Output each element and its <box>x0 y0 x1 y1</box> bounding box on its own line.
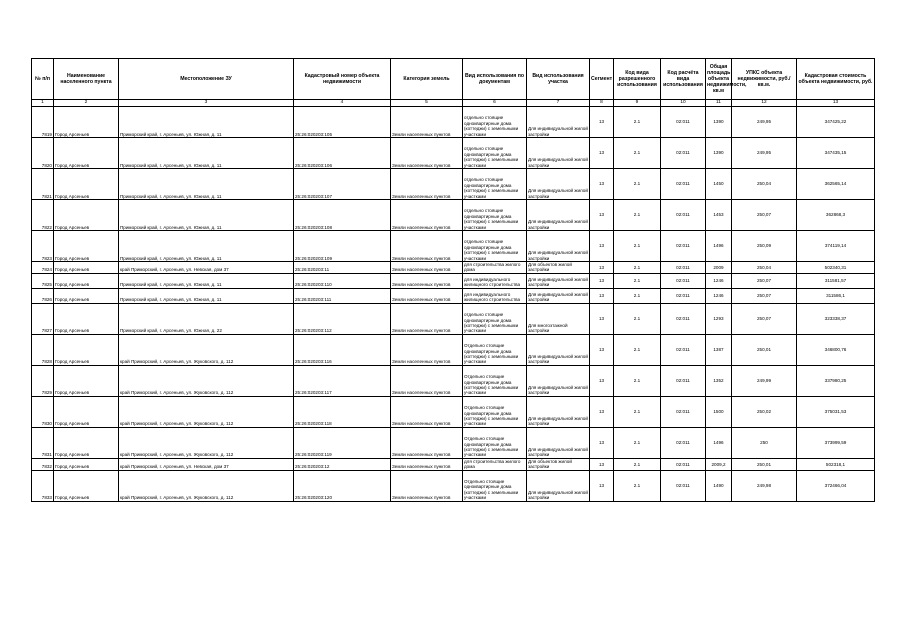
table-row <box>32 365 875 396</box>
cell-use-by-docs: отдельно стоящие одноквартирные дома (коттеджи) с земельными участками <box>463 138 527 169</box>
cell-segment: 13 <box>590 273 614 288</box>
cell-cadastral-cost: 362565,14 <box>797 169 875 200</box>
cell-plot-use: Для объектов жилой застройки <box>527 458 590 470</box>
col-number: 2 <box>54 100 119 107</box>
cell-cadastral-number: 25:26:020203:112 <box>294 303 391 334</box>
table-body <box>32 100 875 502</box>
cell-cadastral-number: 25:26:020203:119 <box>294 427 391 458</box>
cell-land-category: Земли населенных пунктов <box>391 138 463 169</box>
cell-segment: 13 <box>590 470 614 501</box>
cell-calc-code: 02:011 <box>661 262 706 274</box>
col-number: 1 <box>32 100 54 107</box>
cell-plot-use: Для индивидуальной жилой застройки <box>527 334 590 365</box>
cell-settlement: Город Арсеньев <box>54 288 119 303</box>
table-row <box>32 288 875 303</box>
cell-area: 2009 <box>706 262 732 274</box>
cell-cadastral-cost: 362868,3 <box>797 200 875 231</box>
cell-segment: 13 <box>590 365 614 396</box>
cell-area: 1500 <box>706 396 732 427</box>
cell-row-number: 7825 <box>32 273 54 288</box>
cell-use-by-docs: Отдельно стоящие одноквартирные дома (коттеджи) с земельными участками <box>463 334 527 365</box>
cell-settlement: Город Арсеньев <box>54 427 119 458</box>
cell-area: 1246 <box>706 288 732 303</box>
cell-upks: 250,07 <box>732 200 797 231</box>
cell-land-category: Земли населенных пунктов <box>391 365 463 396</box>
cell-location: Приморский край, г. Арсеньев, ул. Южная, д. 11 <box>119 169 294 200</box>
cell-cadastral-number: 25:26:020203:116 <box>294 334 391 365</box>
cell-permitted-use-code: 2.1 <box>614 138 661 169</box>
cell-location: Приморский край, г. Арсеньев, ул. Южная, д. 11 <box>119 200 294 231</box>
cell-segment: 13 <box>590 458 614 470</box>
cell-location: край Приморский, г. Арсеньев, ул. Жуковского, д. 112 <box>119 396 294 427</box>
cell-settlement: Город Арсеньев <box>54 273 119 288</box>
cell-upks: 250 <box>732 427 797 458</box>
cell-row-number: 7830 <box>32 396 54 427</box>
cell-area: 1352 <box>706 365 732 396</box>
table-row <box>32 396 875 427</box>
cell-permitted-use-code: 2.1 <box>614 303 661 334</box>
cell-upks: 250,07 <box>732 303 797 334</box>
cell-use-by-docs: Отдельно стоящие одноквартирные дома (коттеджи) с земельными участками <box>463 365 527 396</box>
cell-row-number: 7820 <box>32 138 54 169</box>
cell-area: 1450 <box>706 169 732 200</box>
table-row <box>32 231 875 262</box>
cell-settlement: Город Арсеньев <box>54 470 119 501</box>
cell-permitted-use-code: 2.1 <box>614 396 661 427</box>
cell-area: 1496 <box>706 427 732 458</box>
cell-cadastral-number: 25:26:020203:107 <box>294 169 391 200</box>
cell-permitted-use-code: 2.1 <box>614 458 661 470</box>
cell-upks: 249,95 <box>732 138 797 169</box>
col-number: 4 <box>294 100 391 107</box>
cell-permitted-use-code: 2.1 <box>614 200 661 231</box>
cell-cadastral-number: 25:26:020203:110 <box>294 273 391 288</box>
cell-permitted-use-code: 2.1 <box>614 365 661 396</box>
cell-land-category: Земли населенных пунктов <box>391 273 463 288</box>
col-number: 5 <box>391 100 463 107</box>
cell-cadastral-number: 25:26:020203:111 <box>294 288 391 303</box>
cell-location: Приморский край, г. Арсеньев, ул. Южная, д. 11 <box>119 107 294 138</box>
table-row <box>32 169 875 200</box>
cell-row-number: 7828 <box>32 334 54 365</box>
col-header-permitted-use-code: Код вида разрешенного использования <box>614 59 661 100</box>
cell-area: 2009,2 <box>706 458 732 470</box>
cell-use-by-docs: для индивидуального жилищного строительства <box>463 273 527 288</box>
cell-calc-code: 02:011 <box>661 470 706 501</box>
cell-use-by-docs: отдельно стоящие одноквартирные дома (коттеджи) с земельными участками <box>463 107 527 138</box>
cell-land-category: Земли населенных пунктов <box>391 107 463 138</box>
cell-land-category: Земли населенных пунктов <box>391 303 463 334</box>
cell-use-by-docs: для индивидуального жилищного строительства <box>463 288 527 303</box>
cell-land-category: Земли населенных пунктов <box>391 427 463 458</box>
cell-plot-use: Для индивидуальной жилой застройки <box>527 470 590 501</box>
cell-calc-code: 02:011 <box>661 427 706 458</box>
cell-plot-use: Для индивидуальной жилой застройки <box>527 138 590 169</box>
cell-permitted-use-code: 2.1 <box>614 107 661 138</box>
cell-use-by-docs: отдельно стоящие одноквартирные дома (коттеджи) с земельными участками <box>463 200 527 231</box>
cell-segment: 13 <box>590 427 614 458</box>
cell-plot-use: Для индивидуальной жилой застройки <box>527 273 590 288</box>
cell-permitted-use-code: 2.1 <box>614 262 661 274</box>
cell-area: 1387 <box>706 334 732 365</box>
cell-row-number: 7829 <box>32 365 54 396</box>
cell-plot-use: Для индивидуальной жилой застройки <box>527 107 590 138</box>
cell-upks: 250,02 <box>732 396 797 427</box>
col-number: 12 <box>732 100 797 107</box>
cell-area: 1490 <box>706 470 732 501</box>
header-row <box>32 59 875 100</box>
cell-cadastral-cost: 311581,57 <box>797 273 875 288</box>
cell-cadastral-cost: 373999,59 <box>797 427 875 458</box>
table-row <box>32 427 875 458</box>
cell-cadastral-cost: 311586,1 <box>797 288 875 303</box>
cell-area: 1246 <box>706 273 732 288</box>
cell-segment: 13 <box>590 262 614 274</box>
cell-area: 1293 <box>706 303 732 334</box>
cell-location: край Приморский, г. Арсеньев, ул. Жуковского, д. 112 <box>119 365 294 396</box>
cell-area: 1453 <box>706 200 732 231</box>
cell-area: 1390 <box>706 138 732 169</box>
cell-plot-use: Для индивидуальной жилой застройки <box>527 427 590 458</box>
cell-row-number: 7832 <box>32 458 54 470</box>
cell-cadastral-cost: 323338,37 <box>797 303 875 334</box>
cell-land-category: Земли населенных пунктов <box>391 169 463 200</box>
cell-cadastral-cost: 372466,04 <box>797 470 875 501</box>
cell-permitted-use-code: 2.1 <box>614 273 661 288</box>
cell-settlement: Город Арсеньев <box>54 262 119 274</box>
cell-plot-use: Для индивидуальной жилой застройки <box>527 396 590 427</box>
cell-cadastral-cost: 346800,76 <box>797 334 875 365</box>
cell-segment: 13 <box>590 396 614 427</box>
cell-location: Приморский край, г. Арсеньев, ул. Южная, д. 11 <box>119 138 294 169</box>
cell-cadastral-number: 25:26:020203:11 <box>294 262 391 274</box>
cell-plot-use: Для многоэтажной застройки <box>527 303 590 334</box>
col-header-cadastral-cost: Кадастровая стоимость объекта недвижимости, руб. <box>797 59 875 100</box>
cell-land-category: Земли населенных пунктов <box>391 334 463 365</box>
cell-land-category: Земли населенных пунктов <box>391 396 463 427</box>
cell-land-category: Земли населенных пунктов <box>391 470 463 501</box>
cell-settlement: Город Арсеньев <box>54 396 119 427</box>
col-number: 7 <box>527 100 590 107</box>
table-row <box>32 470 875 501</box>
col-header-calc-code: Код расчёта вида использования <box>661 59 706 100</box>
cell-settlement: Город Арсеньев <box>54 303 119 334</box>
cell-settlement: Город Арсеньев <box>54 231 119 262</box>
cell-settlement: Город Арсеньев <box>54 334 119 365</box>
cell-settlement: Город Арсеньев <box>54 200 119 231</box>
cell-use-by-docs: для строительства жилого дома <box>463 458 527 470</box>
cell-upks: 250,09 <box>732 231 797 262</box>
cell-segment: 13 <box>590 107 614 138</box>
table-row <box>32 303 875 334</box>
cell-cadastral-cost: 502340,31 <box>797 262 875 274</box>
cell-settlement: Город Арсеньев <box>54 138 119 169</box>
cell-calc-code: 02:011 <box>661 169 706 200</box>
table-row <box>32 458 875 470</box>
cell-settlement: Город Арсеньев <box>54 365 119 396</box>
cell-upks: 250,07 <box>732 273 797 288</box>
table-row <box>32 262 875 274</box>
cell-upks: 250,04 <box>732 169 797 200</box>
cell-location: край Приморский, г. Арсеньев, ул. Невская, дом 37 <box>119 262 294 274</box>
table-row <box>32 200 875 231</box>
cell-permitted-use-code: 2.1 <box>614 427 661 458</box>
col-number: 11 <box>706 100 732 107</box>
cell-location: Приморский край, г. Арсеньев, ул. Южная, д. 22 <box>119 303 294 334</box>
column-number-row <box>32 100 875 107</box>
cell-segment: 13 <box>590 138 614 169</box>
cell-plot-use: Для индивидуальной жилой застройки <box>527 288 590 303</box>
cell-segment: 13 <box>590 231 614 262</box>
col-header-upks: УПКС объекта недвижимости, руб./кв.м. <box>732 59 797 100</box>
cell-location: Приморский край, г. Арсеньев, ул. Южная, д. 11 <box>119 273 294 288</box>
cell-use-by-docs: Отдельно стоящие одноквартирные дома (коттеджи) с земельными участками <box>463 427 527 458</box>
cell-row-number: 7826 <box>32 288 54 303</box>
cell-location: Приморский край, г. Арсеньев, ул. Южная, д. 11 <box>119 288 294 303</box>
col-number: 6 <box>463 100 527 107</box>
cell-calc-code: 02:011 <box>661 334 706 365</box>
col-number: 9 <box>614 100 661 107</box>
cell-segment: 13 <box>590 303 614 334</box>
cell-cadastral-number: 25:26:020203:109 <box>294 231 391 262</box>
col-header-use-by-docs: Вид использования по документам <box>463 59 527 100</box>
table-row <box>32 273 875 288</box>
col-header-location: Местоположение ЗУ <box>119 59 294 100</box>
col-number: 3 <box>119 100 294 107</box>
cell-cadastral-cost: 502318,1 <box>797 458 875 470</box>
cell-calc-code: 02:011 <box>661 288 706 303</box>
col-header-plot-use: Вид использования участка <box>527 59 590 100</box>
cell-land-category: Земли населенных пунктов <box>391 231 463 262</box>
col-header-segment: Сегмент <box>590 59 614 100</box>
cell-upks: 249,99 <box>732 365 797 396</box>
cell-area: 1496 <box>706 231 732 262</box>
cell-row-number: 7821 <box>32 169 54 200</box>
col-header-number: № п/п <box>32 59 54 100</box>
cell-use-by-docs: отдельно стоящие одноквартирные дома (коттеджи) с земельными участками <box>463 231 527 262</box>
table-row <box>32 107 875 138</box>
cell-cadastral-number: 25:26:020203:108 <box>294 200 391 231</box>
cell-row-number: 7823 <box>32 231 54 262</box>
col-header-area: Общая площадь объекта недвижимости, кв.м <box>706 59 732 100</box>
cell-use-by-docs: для строительства жилого дома <box>463 262 527 274</box>
cell-settlement: Город Арсеньев <box>54 458 119 470</box>
cell-land-category: Земли населенных пунктов <box>391 262 463 274</box>
cell-row-number: 7824 <box>32 262 54 274</box>
cell-upks: 250,07 <box>732 288 797 303</box>
cell-calc-code: 02:011 <box>661 138 706 169</box>
cell-permitted-use-code: 2.1 <box>614 334 661 365</box>
cell-location: край Приморский, г. Арсеньев, ул. Жуковского, д. 112 <box>119 334 294 365</box>
cell-calc-code: 02:011 <box>661 200 706 231</box>
cell-row-number: 7833 <box>32 470 54 501</box>
cell-permitted-use-code: 2.1 <box>614 231 661 262</box>
cell-segment: 13 <box>590 200 614 231</box>
cell-land-category: Земли населенных пунктов <box>391 288 463 303</box>
cell-location: край Приморский, г. Арсеньев, ул. Жуковского, д. 112 <box>119 427 294 458</box>
cell-cadastral-number: 25:26:020203:12 <box>294 458 391 470</box>
cell-land-category: Земли населенных пунктов <box>391 458 463 470</box>
col-header-settlement: Наименование населенного пункта <box>54 59 119 100</box>
cell-use-by-docs: Отдельно стоящие одноквартирные дома (коттеджи) с земельными участками <box>463 396 527 427</box>
cell-use-by-docs: отдельно стоящие одноквартирные дома (коттеджи) с земельными участками <box>463 169 527 200</box>
cell-calc-code: 02:011 <box>661 273 706 288</box>
cell-cadastral-cost: 375031,53 <box>797 396 875 427</box>
cell-location: край Приморский, г. Арсеньев, ул. Невская, дом 37 <box>119 458 294 470</box>
cell-segment: 13 <box>590 334 614 365</box>
cell-row-number: 7819 <box>32 107 54 138</box>
cell-location: край Приморский, г. Арсеньев, ул. Жуковского, д. 112 <box>119 470 294 501</box>
cell-plot-use: Для индивидуальной жилой застройки <box>527 200 590 231</box>
col-header-cadastral-number: Кадастровый номер объекта недвижимости <box>294 59 391 100</box>
cell-use-by-docs: отдельно стоящие одноквартирные дома (коттеджи) с земельными участками <box>463 303 527 334</box>
cell-calc-code: 02:011 <box>661 458 706 470</box>
cell-plot-use: Для индивидуальной жилой застройки <box>527 231 590 262</box>
cell-calc-code: 02:011 <box>661 365 706 396</box>
cell-cadastral-cost: 347425,22 <box>797 107 875 138</box>
cell-area: 1390 <box>706 107 732 138</box>
col-number: 13 <box>797 100 875 107</box>
cell-land-category: Земли населенных пунктов <box>391 200 463 231</box>
cell-use-by-docs: Отдельно стоящие одноквартирные дома (коттеджи) с земельными участками <box>463 470 527 501</box>
cell-cadastral-number: 25:26:020203:117 <box>294 365 391 396</box>
cell-plot-use: Для объектов жилой застройки <box>527 262 590 274</box>
col-header-land-category: Категория земель <box>391 59 463 100</box>
cell-cadastral-number: 25:26:020203:118 <box>294 396 391 427</box>
cell-cadastral-number: 25:26:020203:106 <box>294 138 391 169</box>
cell-settlement: Город Арсеньев <box>54 107 119 138</box>
cell-calc-code: 02:011 <box>661 231 706 262</box>
cell-permitted-use-code: 2.1 <box>614 169 661 200</box>
cell-upks: 249,98 <box>732 470 797 501</box>
cell-location: Приморский край, г. Арсеньев, ул. Южная, д. 11 <box>119 231 294 262</box>
cell-upks: 250,01 <box>732 458 797 470</box>
cell-cadastral-cost: 374119,14 <box>797 231 875 262</box>
cell-calc-code: 02:011 <box>661 396 706 427</box>
cell-calc-code: 02:011 <box>661 303 706 334</box>
cell-plot-use: Для индивидуальной жилой застройки <box>527 365 590 396</box>
cell-cadastral-cost: 337980,25 <box>797 365 875 396</box>
cell-cadastral-number: 25:26:020203:105 <box>294 107 391 138</box>
cell-calc-code: 02:011 <box>661 107 706 138</box>
cell-row-number: 7831 <box>32 427 54 458</box>
cell-upks: 249,95 <box>732 107 797 138</box>
cell-permitted-use-code: 2.1 <box>614 288 661 303</box>
cell-permitted-use-code: 2.1 <box>614 470 661 501</box>
cell-cadastral-number: 25:26:020203:120 <box>294 470 391 501</box>
col-number: 10 <box>661 100 706 107</box>
table-row <box>32 334 875 365</box>
cell-settlement: Город Арсеньев <box>54 169 119 200</box>
table-row <box>32 138 875 169</box>
cell-segment: 13 <box>590 169 614 200</box>
col-number: 8 <box>590 100 614 107</box>
cell-row-number: 7827 <box>32 303 54 334</box>
cadastral-table <box>31 58 875 502</box>
cell-upks: 250,04 <box>732 262 797 274</box>
cell-row-number: 7822 <box>32 200 54 231</box>
cell-plot-use: Для индивидуальной жилой застройки <box>527 169 590 200</box>
cell-upks: 250,01 <box>732 334 797 365</box>
cell-cadastral-cost: 347435,15 <box>797 138 875 169</box>
cell-segment: 13 <box>590 288 614 303</box>
